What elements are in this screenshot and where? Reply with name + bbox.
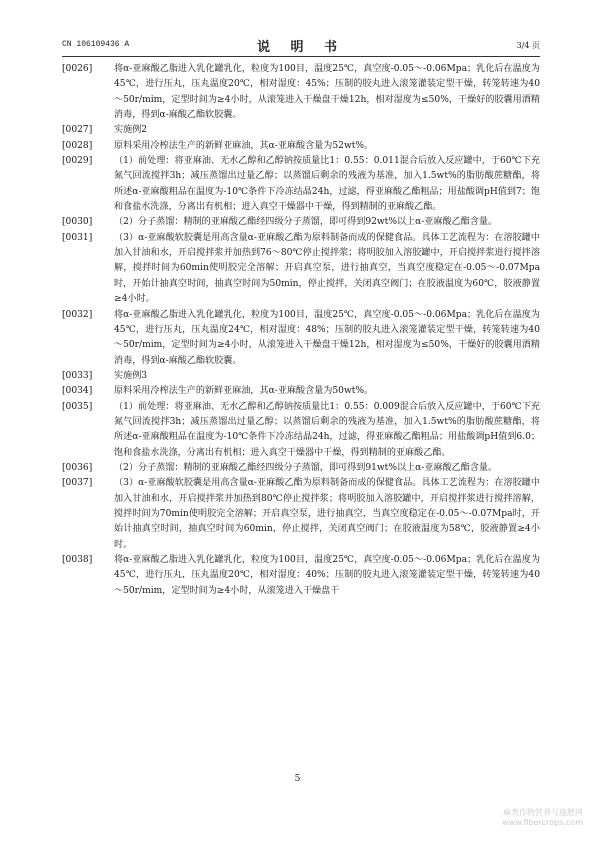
watermark-url: www.fibercrops.com (502, 818, 583, 827)
paragraph-number: [0026] (62, 64, 93, 74)
paragraph-number: [0034] (62, 386, 93, 397)
paragraph-number: [0029] (62, 156, 93, 167)
paragraph-number: [0032] (62, 309, 93, 320)
paragraph-text: 将α-亚麻酸乙脂进入乳化罐乳化，粒度为100目，温度25℃，真空度-0.05～-0.06Mpa；乳化后在温度为45℃，进行压丸，压丸温度20℃，相对湿度：45%；压制的胶丸进入滚笼灌装定型干燥，转笼转速为40～50r/mim，定型时间为≥4小时，从滚笼进入干燥盘干燥12h，相对湿度为≤50%，干燥好的胶囊用酒精消毒，得到α-麻酸乙酯软胶囊。 (114, 64, 540, 121)
paragraph-0028 (62, 139, 540, 154)
paragraph-number: [0027] (62, 125, 93, 136)
paragraph-0038 (62, 553, 540, 599)
paragraph-0026 (62, 62, 540, 123)
paragraph-0027 (62, 123, 540, 138)
paragraph-text: 实施例3 (114, 370, 148, 381)
paragraph-number: [0037] (62, 478, 93, 489)
paragraph-number: [0038] (62, 555, 93, 565)
paragraph-0030 (62, 215, 540, 230)
patent-number: CN 106109436 A (62, 40, 130, 49)
paragraph-text: （1）前处理：将亚麻油、无水乙醇和乙醇钠按质量比1：0.55：0.011混合后放入反应罐中，于60℃下充氮气回流搅拌3h；减压蒸馏出过量乙醇；以蒸馏后剩余的残液为基准，加入1.5wt%的脂肪酸蔗糖酯，将所述α-亚麻酸粗品在温度为-10℃条件下冷冻结晶24h，过滤，得亚麻酸乙酯粗品；用盐酸调pH值到7；饱和食盐水洗涤，分离出有机相；进入真空干燥器中干燥，得到精制的亚麻酸乙酯。 (114, 156, 540, 213)
watermark (502, 808, 583, 828)
document-body (62, 62, 540, 599)
paragraph-text: 将α-亚麻酸乙脂进入乳化罐乳化，粒度为100目，温度25℃，真空度-0.05～-0.06Mpa；乳化后在温度为45℃，进行压丸，压丸温度24℃，相对湿度：48%；压制的胶丸进入滚笼灌装定型干燥，转笼转速为40～50r/mim，定型时间为≥4小时，从滚笼进入干燥盘干燥12h，相对湿度为≤50%，干燥好的胶囊用酒精消毒，得到α-麻酸乙酯软胶囊。 (114, 309, 540, 366)
paragraph-text: （2）分子蒸馏：精制的亚麻酸乙酯经四级分子蒸馏，即可得到91wt%以上α-亚麻酸乙酯含量。 (114, 462, 498, 473)
paragraph-0031 (62, 231, 540, 308)
paragraph-text: （3）α-亚麻酸软胶囊是用高含量α-亚麻酸乙酯为原料制备而成的保健食品。具体工艺流程为：在溶胶罐中加入甘油和水，开启搅拌浆并加热到76～80℃停止搅拌浆；将明胶加入溶胶罐中，开启搅拌浆进行搅拌溶解，搅拌时间为60min使明胶完全溶解；开启真空泵，进行抽真空，当真空度稳定在-0.05～-0.07Mpa时，开始计抽真空时间，抽真空时间为50min，停止搅拌，关闭真空阀门；在胶液温度为60℃，胶液静置≥4小时。 (114, 232, 540, 305)
paragraph-text: 原料采用冷榨法生产的新鲜亚麻油，其α-亚麻酸含量为52wt%。 (114, 140, 374, 151)
document-title: 说 明 书 (256, 40, 346, 55)
paragraph-text: 原料采用冷榨法生产的新鲜亚麻油，其α-亚麻酸含量为50wt%。 (114, 386, 374, 397)
paragraph-text: 实施例2 (114, 125, 148, 136)
paragraph-0037 (62, 476, 540, 553)
paragraph-0032 (62, 308, 540, 369)
page-header (62, 34, 540, 57)
paragraph-text: 将α-亚麻酸乙脂进入乳化罐乳化，粒度为100目，温度25℃，真空度-0.05～-0.06Mpa；乳化后在温度为45℃，进行压丸，压丸温度20℃，相对湿度：40%；压制的胶丸进入滚笼灌装定型干燥，转笼转速为40～50r/mim，定型时间为≥4小时，从滚笼进入干燥盘干 (114, 555, 540, 596)
paragraph-number: [0028] (62, 140, 93, 151)
paragraph-0029 (62, 154, 540, 215)
paragraph-0035 (62, 400, 540, 461)
paragraph-number: [0036] (62, 462, 93, 473)
paragraph-0033 (62, 369, 540, 384)
watermark-title: 麻类作物营养与施肥网 (503, 808, 583, 817)
paragraph-0036 (62, 461, 540, 476)
paragraph-text: （3）α-亚麻酸软胶囊是用高含量α-亚麻酸乙酯为原料制备而成的保健食品。具体工艺流程为：在溶胶罐中加入甘油和水，开启搅拌浆并加热到80℃停止搅拌浆；将明胶加入溶胶罐中，开启搅拌浆进行搅拌溶解，搅拌时间为70min使明胶完全溶解；开启真空泵，进行抽真空，当真空度稳定在-0.05～-0.07Mpa时，开始计抽真空时间，抽真空时间为60min，停止搅拌，关闭真空阀门；在胶液温度为58℃，胶液静置≥4小时。 (114, 478, 540, 550)
paragraph-number: [0035] (62, 401, 93, 412)
paragraph-text: （2）分子蒸馏：精制的亚麻酸乙酯经四级分子蒸馏，即可得到92wt%以上α-亚麻酸乙酯含量。 (114, 217, 498, 228)
paragraph-number: [0031] (62, 232, 93, 243)
page-indicator: 3/4 页 (516, 41, 540, 50)
paragraph-number: [0033] (62, 370, 93, 381)
paragraph-0034 (62, 384, 540, 399)
paragraph-text: （1）前处理：将亚麻油、无水乙醇和乙醇钠按质量比1：0.55：0.009混合后放入反应罐中，于60℃下充氮气回流搅拌3h；减压蒸馏出过量乙醇；以蒸馏后剩余的残液为基准，加入1.5wt%的脂肪酸蔗糖酯，将所述α-亚麻酸粗品在温度为-10℃条件下冷冻结晶24h，过滤，得亚麻酸乙酯粗品；用盐酸调pH值到6.0；饱和食盐水洗涤，分离出有机相；进入真空干燥器中干燥，得到精制的亚麻酸乙酯。 (114, 401, 540, 458)
paragraph-number: [0030] (62, 217, 93, 228)
page-number: 5 (294, 774, 301, 784)
